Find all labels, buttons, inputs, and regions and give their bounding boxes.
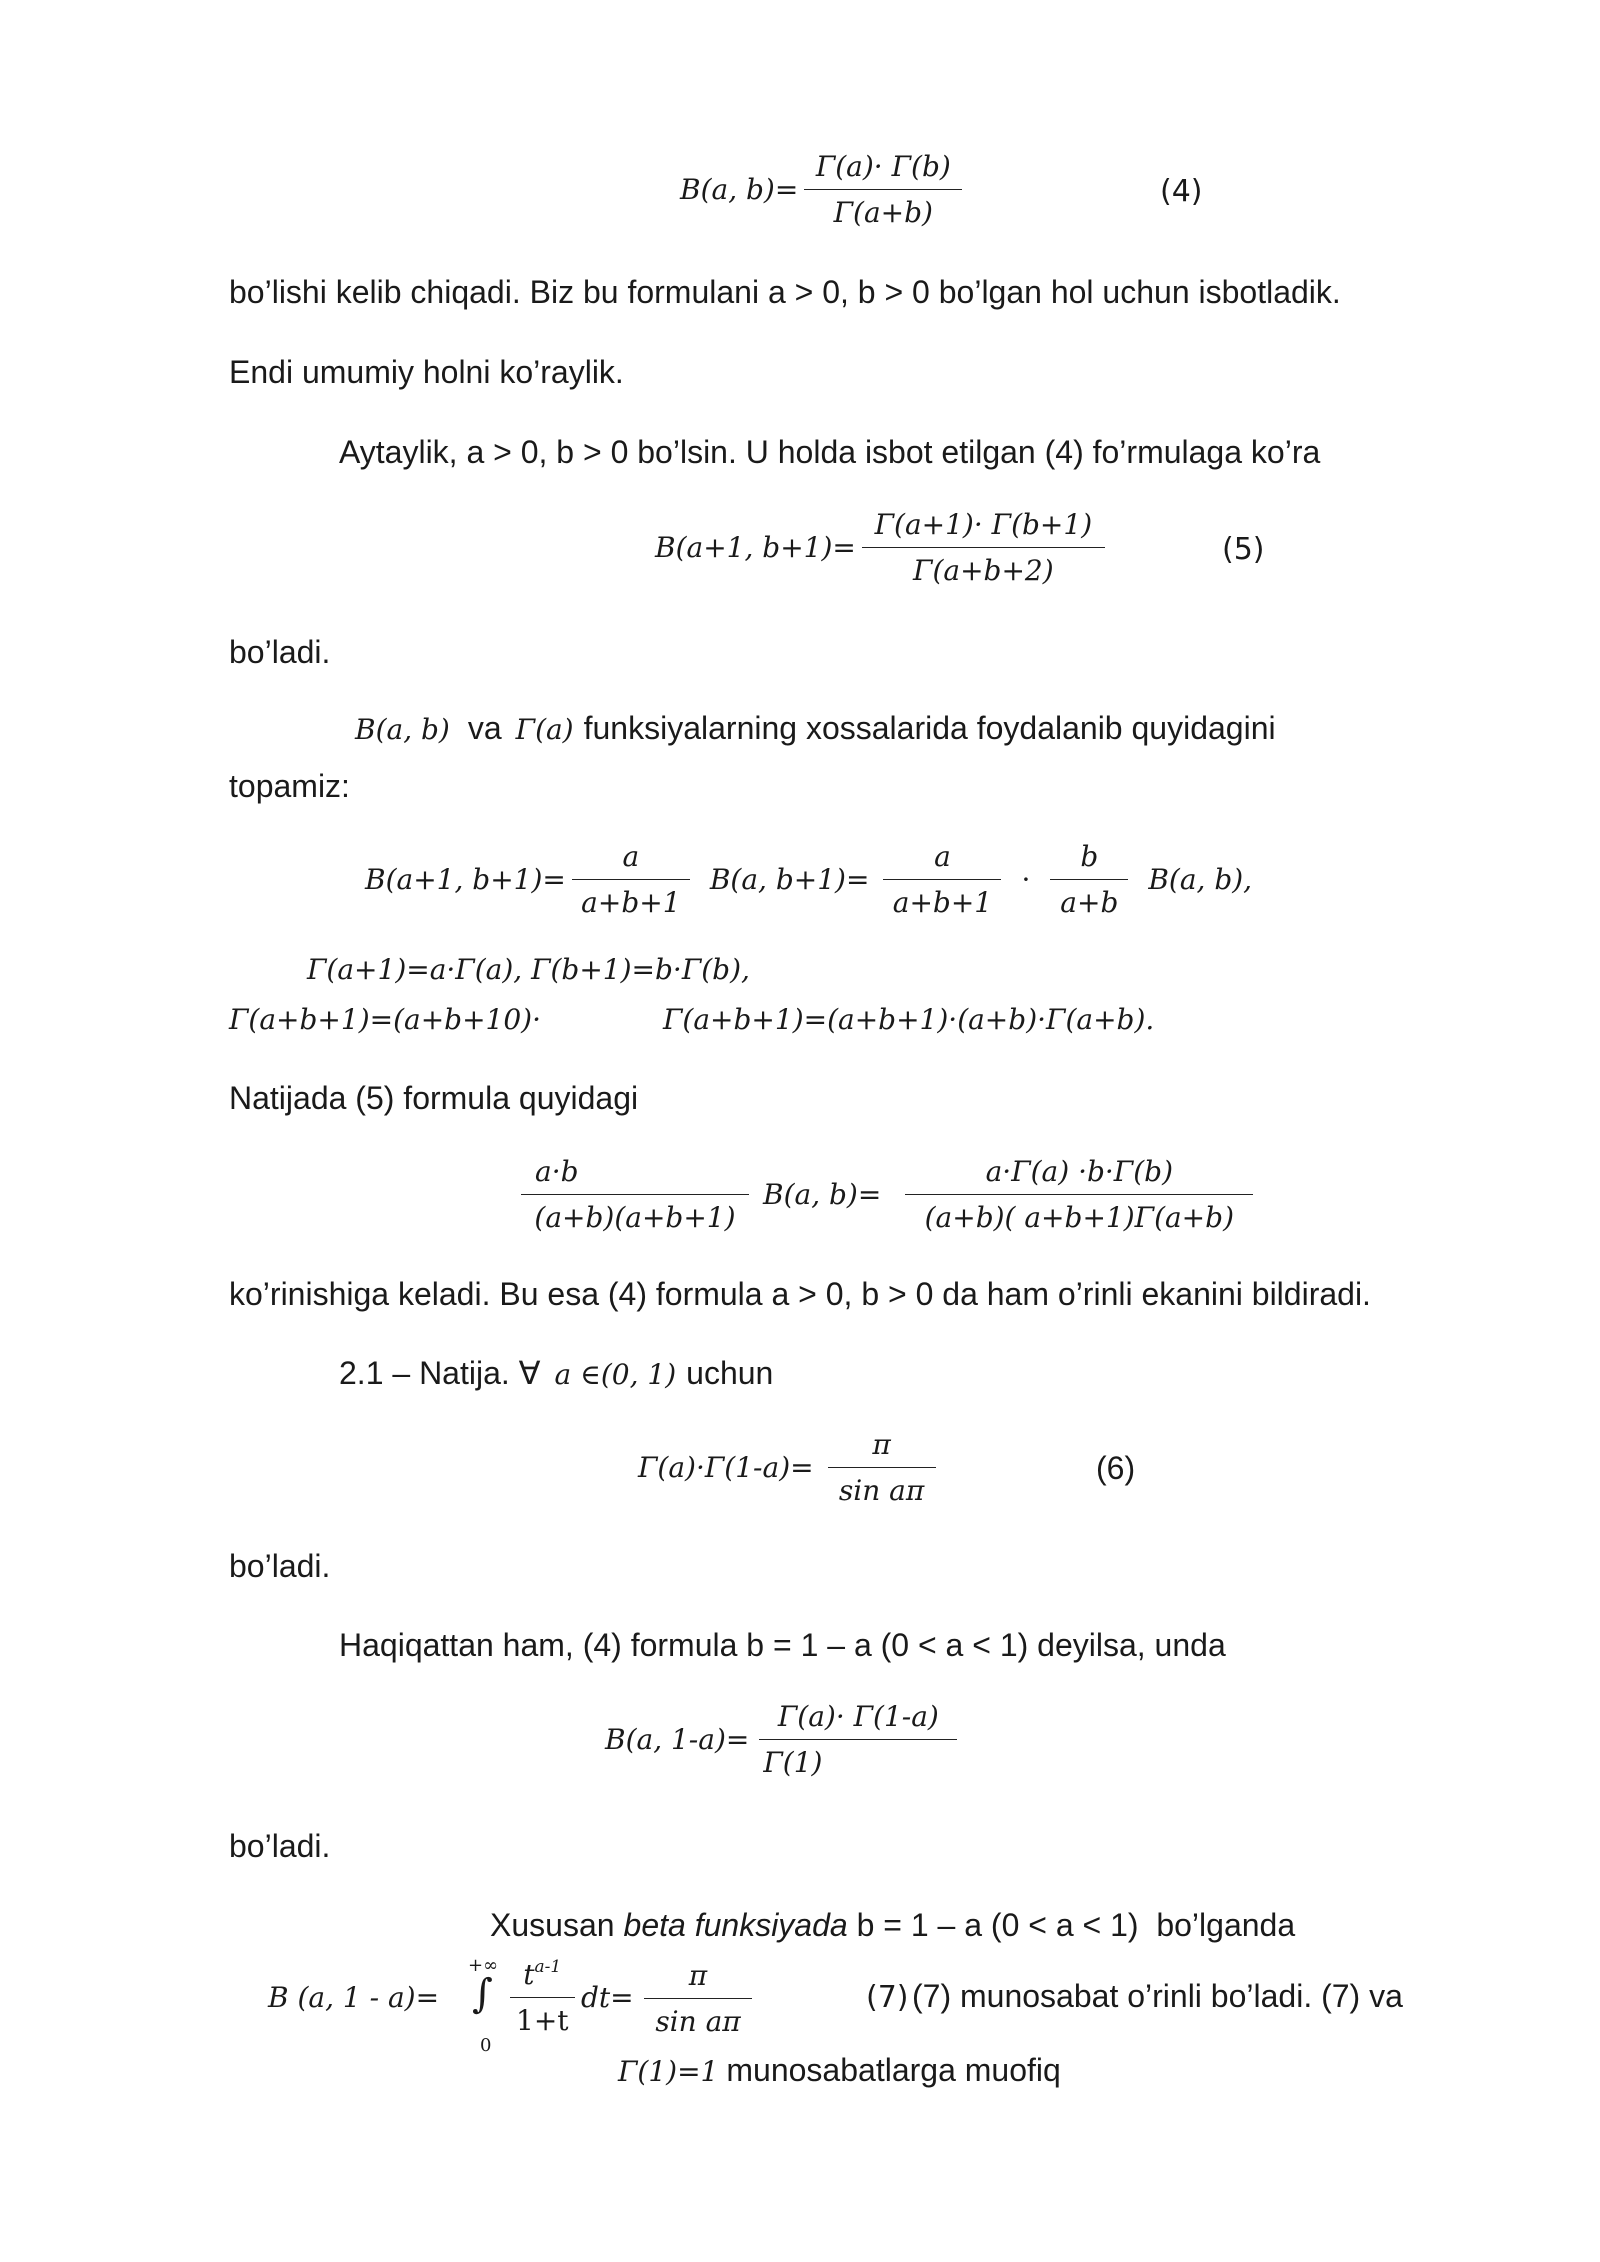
equation-gamma-relations-2b: Γ(a+b+1)=(a+b+1)·(a+b)·Γ(a+b). [663, 1003, 1155, 1036]
eq4-numerator: Γ(a)· Γ(b) [815, 150, 951, 183]
equation-gamma-relations-2a: Γ(a+b+1)=(a+b+10)· [229, 1003, 542, 1036]
eq7-numerator: π [688, 1959, 708, 1992]
eq6-denominator: sin aπ [828, 1467, 936, 1507]
eq7-integrand-numerator [519, 1957, 565, 1997]
eqn-f2-denominator: (a+b)( a+b+1)Γ(a+b) [905, 1194, 1253, 1234]
eqn-fraction-1 [521, 1155, 749, 1234]
paragraph-4: bo’ladi. [229, 634, 331, 670]
equation-5 [655, 508, 1111, 587]
eqb-f2-denominator: a+b+1 [883, 879, 1001, 919]
equation-beta-recurrence [365, 840, 1252, 919]
eq5-lhs: B(a+1, b+1)= [655, 531, 856, 564]
eq5-number: (5) [1222, 532, 1265, 567]
eq7-trailing-text: (7) munosabat o’rinli bo’ladi. (7) va [912, 1978, 1403, 2014]
corollary-tail: uchun [686, 1355, 774, 1391]
paragraph-9: bo’ladi. [229, 1548, 331, 1584]
paragraph-5-line-2: topamiz: [229, 768, 350, 804]
p5-word-va: va [467, 710, 502, 746]
equation-result [515, 1155, 1259, 1234]
eqb-f3-numerator: b [1080, 840, 1099, 873]
paragraph-2: Endi umumiy holni ko’raylik. [229, 354, 624, 390]
paragraph-11: bo’ladi. [229, 1828, 331, 1864]
eqb-fraction-2 [883, 840, 1001, 919]
corollary-2-1 [339, 1353, 773, 1393]
eq7-upper-limit: +∞ [468, 1955, 499, 1976]
eqb-f2-numerator: a [934, 840, 951, 873]
p12-pre: Xususan [490, 1907, 615, 1943]
equation-gamma-relations-1: Γ(a+1)=a·Γ(a), Γ(b+1)=b·Γ(b), [307, 953, 750, 986]
eq5-denominator: Γ(a+b+2) [862, 547, 1105, 587]
eq7-lhs: B (a, 1 - a)= [268, 1981, 440, 2014]
eqb-fraction-3 [1050, 840, 1128, 919]
eq4-number: (4) [1160, 174, 1203, 209]
eqb-dot: · [1021, 863, 1031, 896]
p5-math-gamma: Γ(a) [515, 713, 574, 746]
paragraph-6: Natijada (5) formula quyidagi [229, 1080, 639, 1116]
corollary-heading: 2.1 – Natija. ∀ [339, 1355, 541, 1391]
eqn-f2-numerator: a·Γ(a) ·b·Γ(b) [985, 1155, 1173, 1188]
eq6-numerator: π [872, 1428, 891, 1461]
eq4-denominator: Γ(a+b) [804, 189, 962, 229]
paragraph-10: Haqiqattan ham, (4) formula b = 1 – a (0 < a < 1) deyilsa, unda [339, 1627, 1226, 1663]
equation-4 [680, 150, 968, 229]
eq7-t: t [523, 1958, 535, 1991]
eqh-numerator: Γ(a)· Γ(1-a) [777, 1700, 939, 1733]
eq7-integrand-denominator: 1+t [510, 1997, 575, 2037]
equation-6 [638, 1428, 942, 1507]
eq6-number: (6) [1096, 1450, 1136, 1486]
eq6-fraction [828, 1428, 936, 1507]
eqh-fraction [759, 1700, 957, 1779]
p12-post: b = 1 – a (0 < a < 1) bo’lganda [847, 1907, 1296, 1943]
eq7-denominator: sin aπ [644, 1998, 752, 2038]
eqb-fraction-1 [572, 840, 690, 919]
corollary-math: a ∈(0, 1) [554, 1358, 677, 1391]
eqn-mid: B(a, b)= [763, 1178, 882, 1211]
eq7-number: (7) [866, 1980, 909, 2015]
eqb-lhs: B(a+1, b+1)= [365, 863, 566, 896]
p5-math-beta: B(a, b) [355, 713, 450, 746]
eqb-f3-denominator: a+b [1050, 879, 1128, 919]
eqb-tail: B(a, b), [1148, 863, 1253, 896]
eq5-numerator: Γ(a+1)· Γ(b+1) [874, 508, 1093, 541]
eqb-f1-numerator: a [622, 840, 640, 873]
equation-7 [268, 1955, 888, 2065]
eqn-f1-numerator: a·b [535, 1155, 579, 1188]
eq7-exponent: a-1 [534, 1957, 562, 1977]
p13-text: munosabatlarga muofiq [726, 2052, 1061, 2088]
paragraph-5 [355, 708, 1276, 748]
eqn-f1-denominator: (a+b)(a+b+1) [521, 1194, 749, 1234]
eqn-fraction-2 [905, 1155, 1253, 1234]
eq7-fraction [644, 1959, 752, 2038]
eq7-integral-sign: ∫ [472, 1971, 493, 2017]
eq6-lhs: Γ(a)·Γ(1-a)= [638, 1451, 814, 1484]
paragraph-7: ko’rinishiga keladi. Bu esa (4) formula a > 0, b > 0 da ham o’rinli ekanini bildiradi. [229, 1276, 1371, 1312]
paragraph-12 [490, 1905, 1295, 1945]
eq7-integrand [510, 1957, 575, 2037]
eq4-fraction [804, 150, 962, 229]
paragraph-13 [618, 2050, 1061, 2090]
eq4-lhs: B(a, b)= [680, 173, 799, 206]
paragraph-3: Aytaylik, a > 0, b > 0 bo’lsin. U holda isbot etilgan (4) fo’rmulaga ko’ra [339, 434, 1321, 470]
equation-beta-complement [605, 1700, 963, 1779]
eqh-denominator: Γ(1) [759, 1739, 957, 1779]
eqb-mid: B(a, b+1)= [709, 863, 870, 896]
p12-italic: beta funksiyada [623, 1907, 848, 1943]
p5-text: funksiyalarning xossalarida foydalanib quyidagini [583, 710, 1276, 746]
paragraph-1: bo’lishi kelib chiqadi. Biz bu formulani a > 0, b > 0 bo’lgan hol uchun isbotladik. [229, 274, 1341, 310]
eqh-lhs: B(a, 1-a)= [605, 1723, 750, 1756]
eq7-lower-limit: 0 [480, 2035, 492, 2056]
eq5-fraction [862, 508, 1105, 587]
p13-math: Γ(1)=1 [618, 2055, 719, 2088]
eqb-f1-denominator: a+b+1 [572, 879, 690, 919]
eq7-dt: dt= [581, 1981, 634, 2014]
